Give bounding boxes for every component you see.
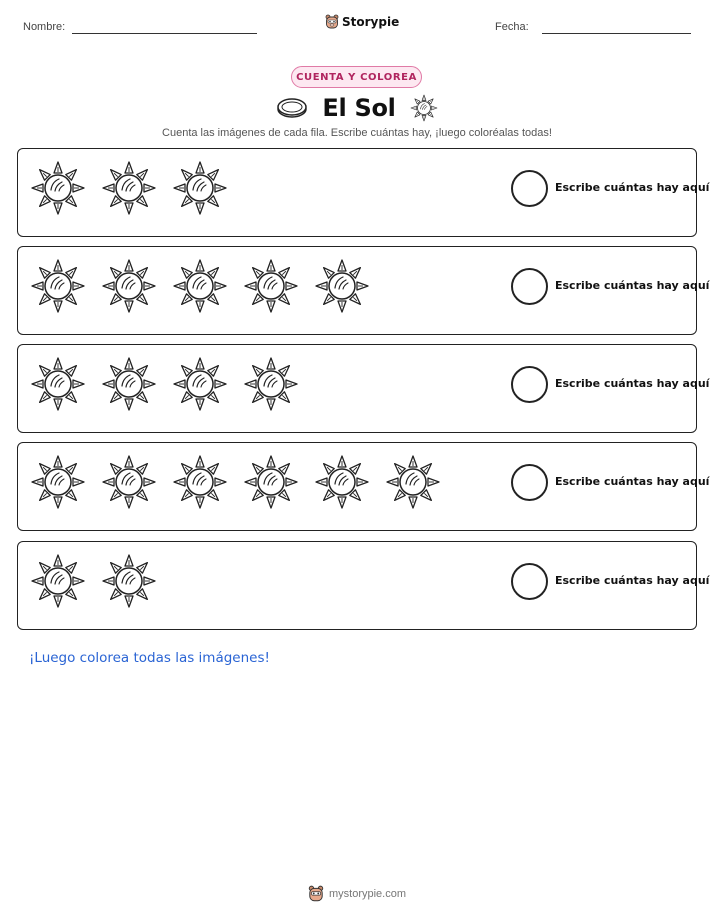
sun-icon [101,356,157,412]
sun-icon [172,258,228,314]
mascot-icon [308,885,324,903]
answer-circle[interactable] [511,464,548,501]
name-line[interactable] [72,33,257,34]
brand-name: Storypie [342,15,400,29]
page-title: El Sol [322,94,396,122]
sun-group [30,356,299,412]
sun-icon [101,160,157,216]
answer-circle[interactable] [511,366,548,403]
sun-icon [314,258,370,314]
sun-icon [385,454,441,510]
instructions: Cuenta las imágenes de cada fila. Escribe cuántas hay, ¡luego coloréalas todas! [162,127,552,139]
sun-icon [314,454,370,510]
sun-icon [30,553,86,609]
sun-icon [101,553,157,609]
counting-row [17,442,710,531]
coin-icon [276,96,308,120]
sun-icon [172,160,228,216]
sun-group [30,454,441,510]
answer-circle[interactable] [511,563,548,600]
answer-label: Escribe cuántas hay aquí [555,475,710,488]
date-line[interactable] [542,33,691,34]
sun-icon [101,454,157,510]
sun-icon [30,160,86,216]
answer-label: Escribe cuántas hay aquí [555,181,710,194]
footer-site [0,885,714,903]
counting-row [17,246,710,335]
answer-circle[interactable] [511,268,548,305]
counting-row [17,148,710,237]
sun-icon [243,356,299,412]
date-label: Fecha: [495,21,529,33]
sun-group [30,258,370,314]
sun-icon [172,356,228,412]
answer-label: Escribe cuántas hay aquí [555,574,710,587]
name-label: Nombre: [23,21,66,33]
sun-icon [243,454,299,510]
footer-note: ¡Luego colorea todas las imágenes! [29,650,270,666]
sun-icon [172,454,228,510]
activity-badge: CUENTA Y COLOREA [291,66,422,88]
sun-icon [243,258,299,314]
mascot-icon [325,14,339,30]
answer-label: Escribe cuántas hay aquí [555,279,710,292]
sun-icon [410,94,438,122]
answer-label: Escribe cuántas hay aquí [555,377,710,390]
sun-icon [30,258,86,314]
answer-circle[interactable] [511,170,548,207]
counting-row [17,344,710,433]
brand-logo [325,14,399,30]
sun-icon [30,356,86,412]
sun-group [30,553,157,609]
sun-icon [30,454,86,510]
site-url: mystorypie.com [328,888,407,900]
sun-group [30,160,228,216]
title-row [0,92,714,124]
counting-row [17,541,710,630]
sun-icon [101,258,157,314]
